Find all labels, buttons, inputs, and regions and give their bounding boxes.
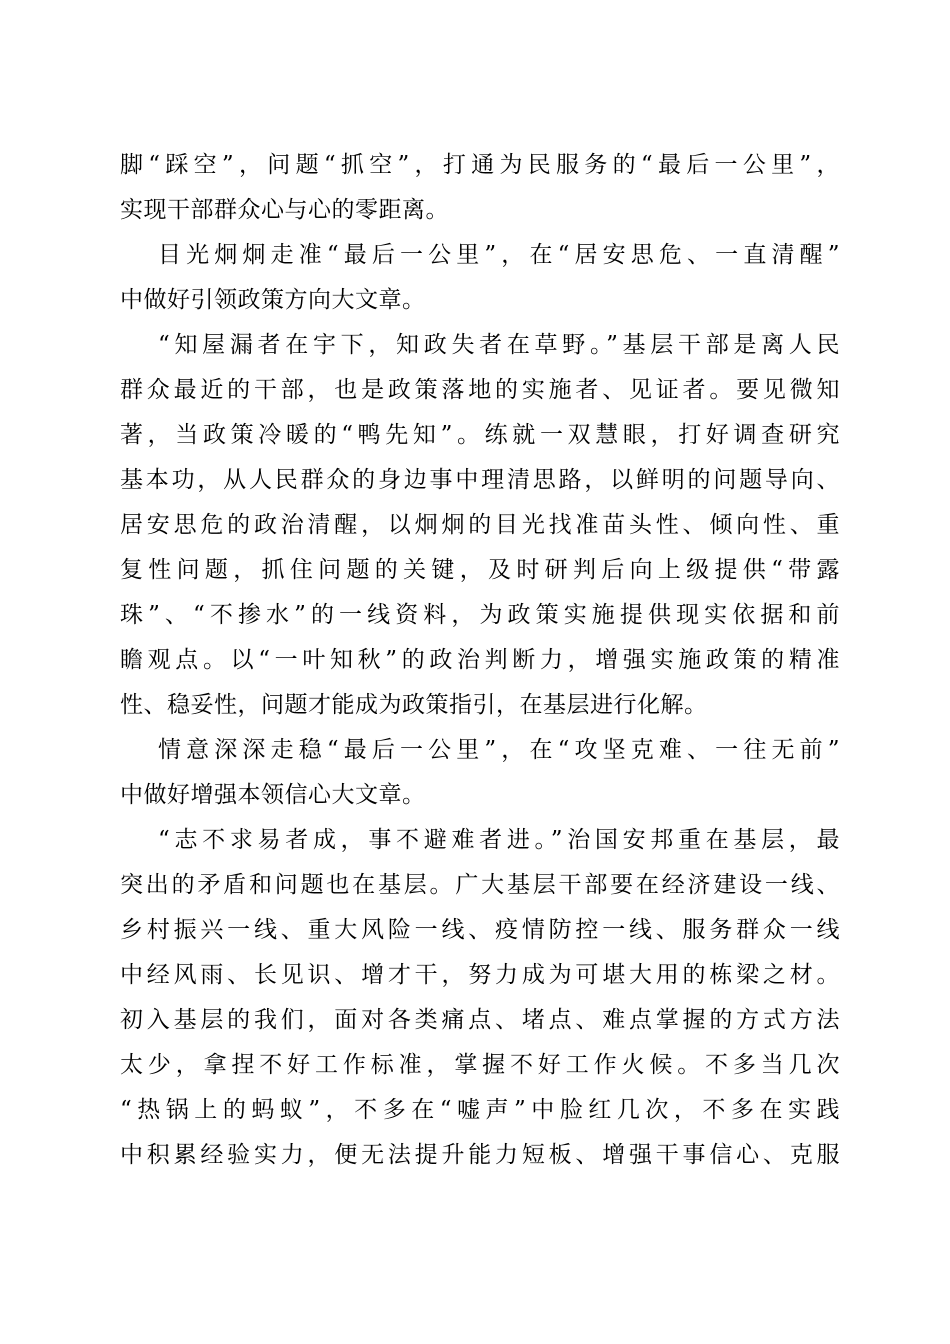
text-line: 基本功，从人民群众的身边事中理清思路，以鲜明的问题导向、 <box>120 467 840 493</box>
section-heading-line: 中做好增强本领信心大文章。 <box>120 782 426 808</box>
text-line: 群众最近的干部，也是政策落地的实施者、见证者。要见微知 <box>120 377 840 403</box>
section-heading-line: 中做好引领政策方向大文章。 <box>120 287 426 313</box>
text-line: 实现干部群众心与心的零距离。 <box>120 197 449 223</box>
section-heading-line: 情意深深走稳“最后一公里”，在“攻坚克难、一往无前” <box>158 737 840 763</box>
text-line: 中经风雨、长见识、增才干，努力成为可堪大用的栋梁之材。 <box>120 962 840 988</box>
text-line: 太少，拿捏不好工作标准，掌握不好工作火候。不多当几次 <box>120 1052 840 1078</box>
text-line: 居安思危的政治清醒，以炯炯的目光找准苗头性、倾向性、重 <box>120 512 840 538</box>
text-line: 乡村振兴一线、重大风险一线、疫情防控一线、服务群众一线 <box>120 917 840 943</box>
text-line: 瞻观点。以“一叶知秋”的政治判断力，增强实施政策的精准 <box>120 647 840 673</box>
text-line: “志不求易者成，事不避难者进。”治国安邦重在基层，最 <box>158 827 840 853</box>
text-line: 复性问题，抓住问题的关键，及时研判后向上级提供“带露 <box>120 557 840 583</box>
text-line: 脚“踩空”，问题“抓空”，打通为民服务的“最后一公里”， <box>120 152 840 178</box>
text-line: 性、稳妥性，问题才能成为政策指引，在基层进行化解。 <box>120 692 708 718</box>
text-line: 珠”、“不掺水”的一线资料，为政策实施提供现实依据和前 <box>120 602 840 628</box>
text-line: “热锅上的蚂蚁”，不多在“嘘声”中脸红几次，不多在实践 <box>120 1097 840 1123</box>
text-line: 突出的矛盾和问题也在基层。广大基层干部要在经济建设一线、 <box>120 872 840 898</box>
text-line: 著，当政策冷暖的“鸭先知”。练就一双慧眼，打好调查研究 <box>120 422 840 448</box>
text-line: 初入基层的我们，面对各类痛点、堵点、难点掌握的方式方法 <box>120 1007 840 1033</box>
section-heading-line: 目光炯炯走准“最后一公里”，在“居安思危、一直清醒” <box>158 242 840 268</box>
text-line: “知屋漏者在宇下，知政失者在草野。”基层干部是离人民 <box>158 332 840 358</box>
text-line: 中积累经验实力，便无法提升能力短板、增强干事信心、克服 <box>120 1142 840 1168</box>
